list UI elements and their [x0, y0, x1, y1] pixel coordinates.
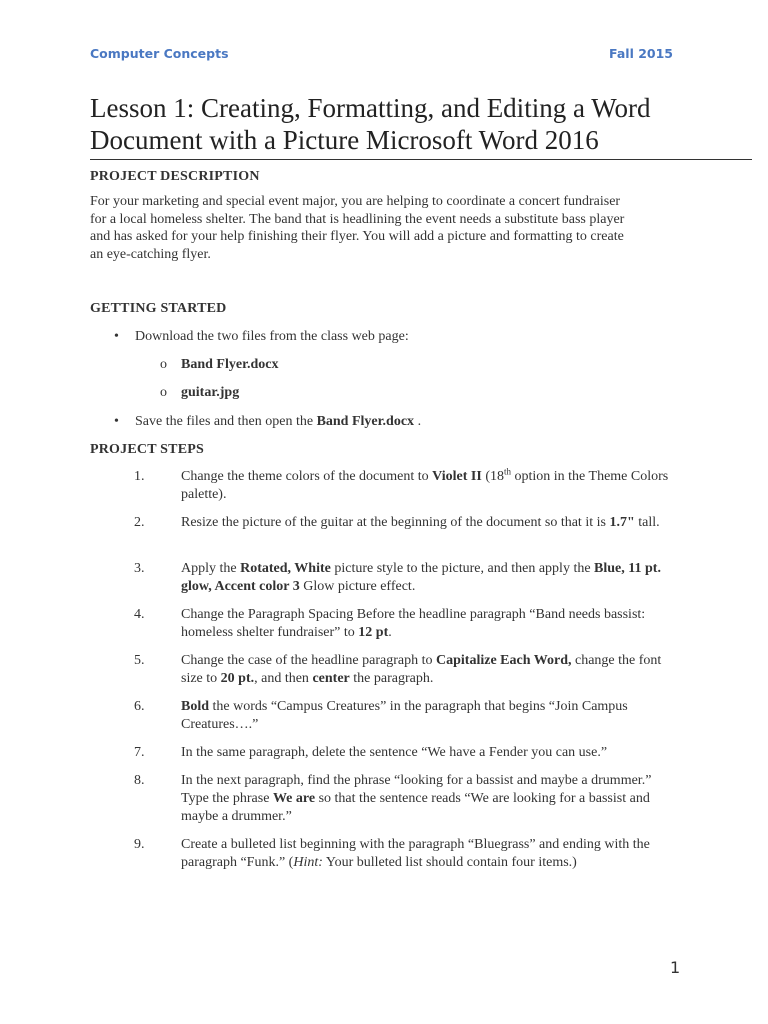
sub-bullet-marker: o	[160, 385, 167, 400]
step-number: 9.	[134, 837, 145, 852]
step-number: 6.	[134, 699, 145, 714]
page-number: 1	[670, 958, 681, 977]
desc-line: For your marketing and special event major, you are helping to coordinate a concert fundraiser	[90, 194, 621, 209]
step-text: Create a bulleted list beginning with the paragraph “Bluegrass” and ending with the paragraph “Funk.” (Hint: Your bulleted list should contain four items.)	[181, 837, 650, 870]
step-number: 1.	[134, 469, 145, 484]
step-text: Bold the words “Campus Creatures” in the paragraph that begins “Join Campus Creatures….”	[181, 699, 628, 732]
page-title	[90, 92, 750, 156]
step-text: Change the case of the headline paragraph to Capitalize Each Word, change the font size to 20 pt., and then center the paragraph.	[181, 653, 662, 686]
step-number: 3.	[134, 561, 145, 576]
bullet-text: Save the files and then open the Band Flyer.docx .	[135, 414, 422, 429]
course-name: Computer Concepts	[90, 46, 229, 61]
step-text: In the same paragraph, delete the sentence “We have a Fender you can use.”	[181, 745, 608, 760]
step-text: Change the theme colors of the document to Violet II (18th option in the Theme Colors palette).	[181, 466, 669, 502]
running-header	[90, 46, 673, 61]
desc-line: an eye-catching flyer.	[90, 246, 211, 262]
title-line-2: Document with a Picture Microsoft Word 2016	[90, 125, 599, 155]
term: Fall 2015	[609, 46, 673, 61]
bullet-marker: •	[114, 414, 119, 429]
step-number: 8.	[134, 773, 145, 788]
step-text: Apply the Rotated, White picture style to the picture, and then apply the Blue, 11 pt. glow, Accent color 3 Glow picture effect.	[181, 561, 661, 594]
title-divider	[90, 159, 752, 160]
getting-started-heading: GETTING STARTED	[90, 301, 227, 316]
desc-line: and has asked for your help finishing their flyer. You will add a picture and formatting to create	[90, 229, 624, 244]
file-name: Band Flyer.docx	[181, 357, 279, 372]
project-description-text	[90, 193, 680, 263]
step-text: Resize the picture of the guitar at the beginning of the document so that it is 1.7" tall.	[181, 515, 660, 530]
step-number: 2.	[134, 515, 145, 530]
step-text: Change the Paragraph Spacing Before the headline paragraph “Band needs bassist: homeless shelter fundraiser” to 12 pt.	[181, 607, 646, 640]
step-text: In the next paragraph, find the phrase “looking for a bassist and maybe a drummer.” Type the phrase We are so that the sentence reads “We are looking for a bassist and maybe a drummer.”	[181, 773, 652, 824]
step-number: 4.	[134, 607, 145, 622]
project-description-heading: PROJECT DESCRIPTION	[90, 169, 260, 184]
desc-line: for a local homeless shelter. The band that is headlining the event needs a substitute bass player	[90, 211, 625, 227]
step-number: 7.	[134, 745, 145, 760]
title-line-1: Lesson 1: Creating, Formatting, and Editing a Word	[90, 93, 651, 123]
project-steps-heading: PROJECT STEPS	[90, 442, 204, 457]
file-name: guitar.jpg	[181, 385, 240, 400]
bullet-marker: •	[114, 329, 119, 344]
sub-bullet-marker: o	[160, 357, 167, 372]
bullet-text: Download the two files from the class web page:	[135, 329, 409, 344]
step-number: 5.	[134, 653, 145, 668]
